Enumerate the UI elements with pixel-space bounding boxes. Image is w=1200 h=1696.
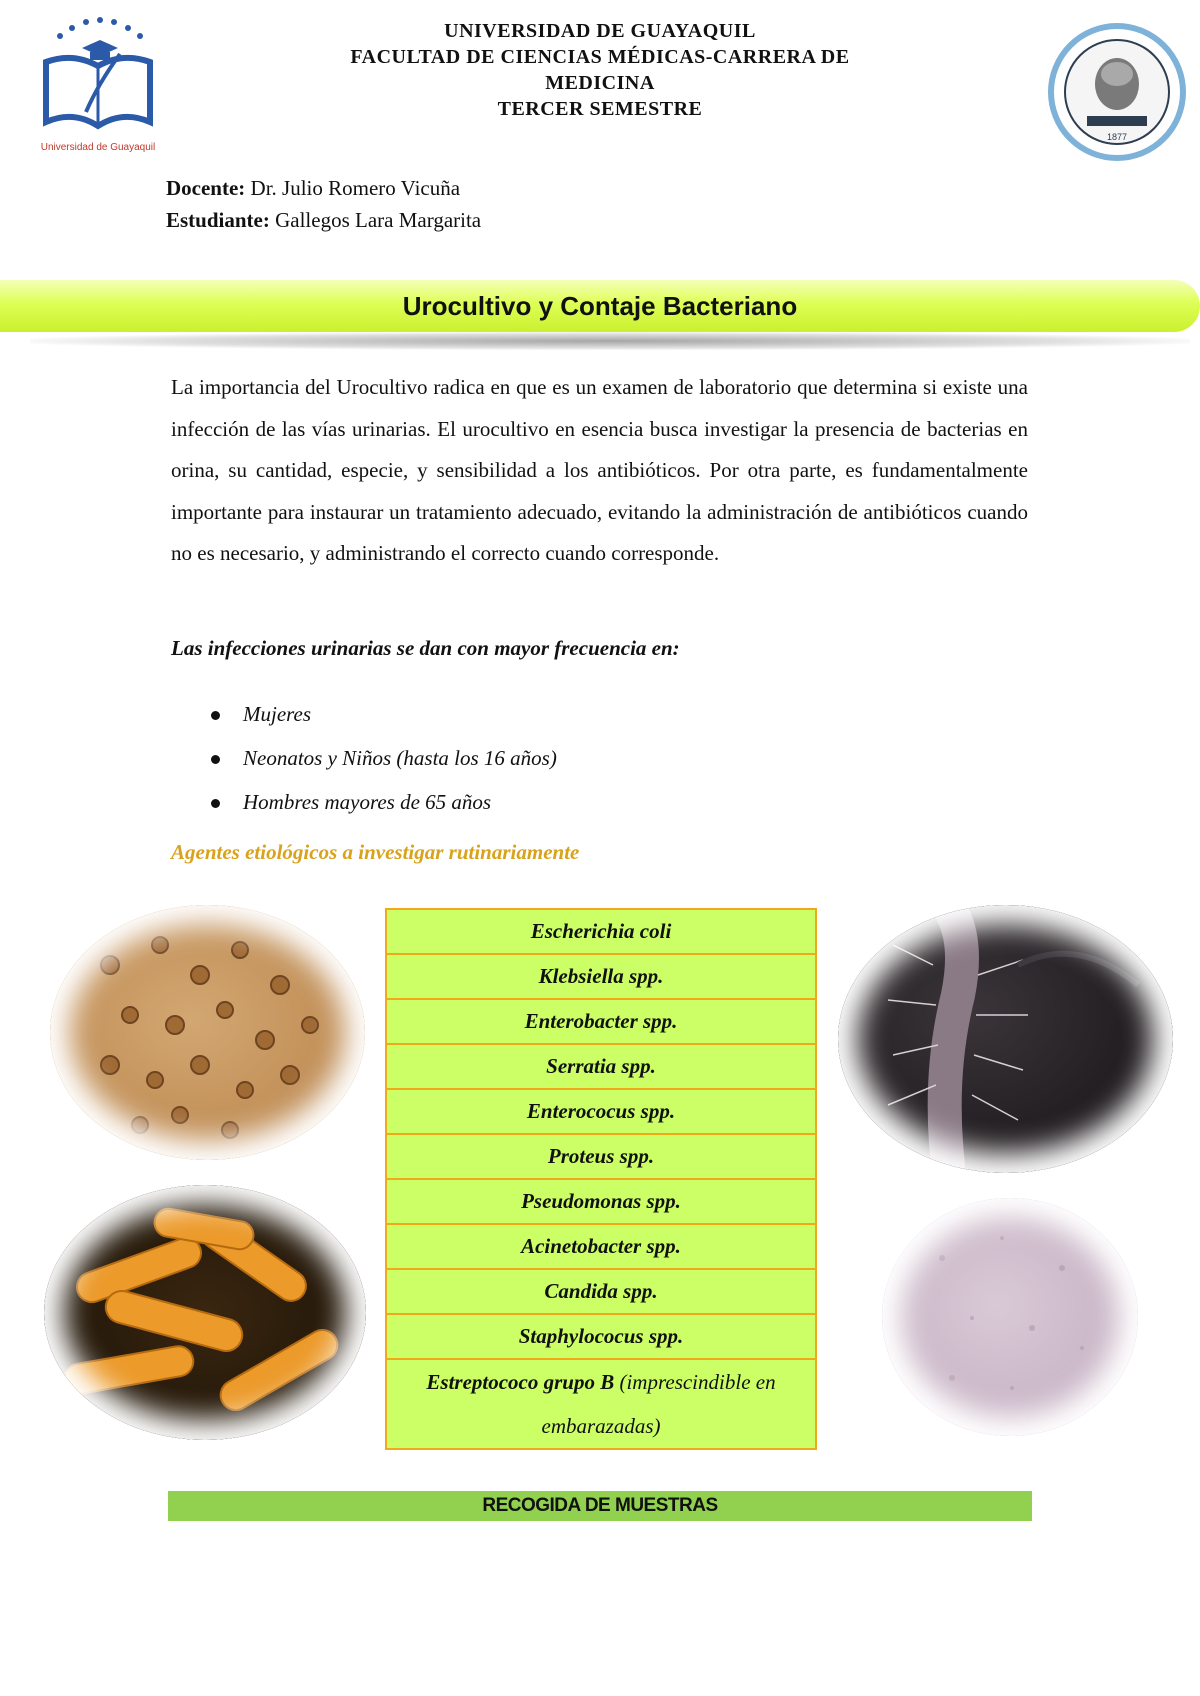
bullet-icon (211, 755, 220, 764)
title-banner-shadow (30, 332, 1190, 350)
table-row (386, 1134, 816, 1179)
culture-plate-image (882, 1198, 1138, 1436)
teacher-label: Docente: (166, 176, 246, 200)
list-item (171, 736, 557, 780)
agent-cell: Serratia spp. (386, 1044, 816, 1089)
bullet-icon (211, 799, 220, 808)
agent-note: (imprescindible en embarazadas) (541, 1370, 776, 1438)
agent-cell: Escherichia coli (530, 919, 672, 943)
table-row (386, 1359, 816, 1449)
table-row (386, 1314, 816, 1359)
agent-cell (386, 1359, 816, 1449)
teacher-name: Dr. Julio Romero Vicuña (245, 176, 461, 200)
agent-cell: Candida spp. (386, 1269, 816, 1314)
university-name: UNIVERSIDAD DE GUAYAQUIL (444, 20, 756, 42)
university-logo (28, 14, 168, 159)
faculty-seal-logo (1045, 22, 1190, 162)
section-heading: RECOGIDA DE MUESTRAS (482, 1495, 718, 1516)
flagellated-bacterium-image (838, 905, 1173, 1173)
agent-cell: Pseudomonas spp. (386, 1179, 816, 1224)
agent-cell: Staphylococus spp. (386, 1314, 816, 1359)
table-row (386, 1044, 816, 1089)
table-row (386, 1089, 816, 1134)
svg-text:1877: 1877 (1106, 132, 1128, 142)
institution-header (300, 18, 900, 122)
list-item-text: Mujeres (243, 702, 312, 726)
semester-label: TERCER SEMESTRE (497, 98, 703, 120)
table-row (386, 999, 816, 1044)
intro-paragraph: La importancia del Urocultivo radica en que es un examen de laboratorio que determina si existe una infección de las vías urinarias. El urocultivo en esencia busca investigar la presencia de bacterias en orina, su cantidad, especie, y sensibilidad a los antibióticos. Por otra parte, es fundamentalmente importante para instaurar un tratamiento adecuado, evitando la administración de antibióticos cuando no es necesario, y administrando el correcto cuando corresponde. (171, 375, 1028, 565)
agent-cell: Acinetobacter spp. (386, 1224, 816, 1269)
table-row (386, 1269, 816, 1314)
faculty-name: FACULTAD DE CIENCIAS MÉDICAS-CARRERA DE (350, 46, 850, 68)
career-name: MEDICINA (545, 72, 655, 94)
agent-name: Estreptococo grupo B (426, 1370, 615, 1394)
table-row (386, 1224, 816, 1269)
agent-cell: Klebsiella spp. (386, 954, 816, 999)
table-row (386, 909, 816, 954)
agent-cell: Proteus spp. (386, 1134, 816, 1179)
teacher-line (166, 172, 481, 204)
agent-cell: Enterococus spp. (386, 1089, 816, 1134)
student-label: Estudiante: (166, 208, 270, 232)
agents-heading: Agentes etiológicos a investigar rutinariamente (171, 840, 580, 864)
frequency-list (171, 692, 557, 824)
frequency-heading: Las infecciones urinarias se dan con mayor frecuencia en: (171, 636, 680, 660)
svg-text:Universidad de Guayaquil: Universidad de Guayaquil (40, 142, 156, 153)
staff-info (166, 172, 481, 236)
student-name: Gallegos Lara Margarita (269, 208, 482, 232)
etiologic-agents-table (385, 908, 817, 1450)
list-item (171, 692, 557, 736)
list-item (171, 780, 557, 824)
list-item-text: Neonatos y Niños (hasta los 16 años) (243, 746, 557, 770)
rod-bacteria-image (44, 1185, 366, 1440)
cocci-micrograph-image (50, 905, 365, 1160)
table-row (386, 954, 816, 999)
table-row (386, 1179, 816, 1224)
agent-cell: Enterobacter spp. (386, 999, 816, 1044)
document-title: Urocultivo y Contaje Bacteriano (402, 291, 798, 321)
list-item-text: Hombres mayores de 65 años (243, 790, 492, 814)
bullet-icon (211, 711, 220, 720)
student-line (166, 204, 481, 236)
